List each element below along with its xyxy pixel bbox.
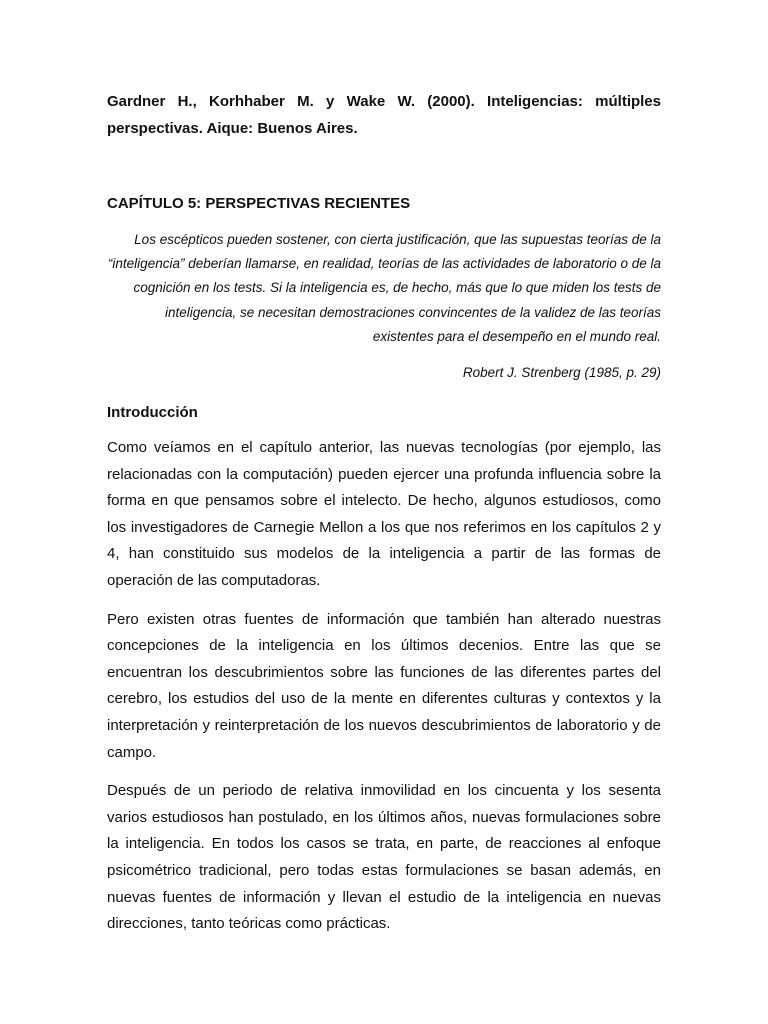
document-page	[107, 88, 661, 938]
paragraph-2: Pero existen otras fuentes de información que también han alterado nuestras concepciones de la inteligencia en los últimos decenios. Entre las que se encuentran los descubrimientos sobre las funciones de las diferentes partes del cerebro, los estudios del uso de la mente en diferentes culturas y contextos y la interpretación y reinterpretación de los nuevos descubrimientos de laboratorio y de campo.	[107, 610, 661, 761]
epigraph-quote: Los escépticos pueden sostener, con cierta justificación, que las supuestas teorías de la “inteligencia” deberían llamarse, en realidad, teorías de las actividades de laboratorio o de la cognición en los tests. Si la inteligencia es, de hecho, más que lo que miden los tests de inteligencia, se necesitan demostraciones convincentes de la validez de las teorías existentes para el desempeño en el mundo real.	[107, 232, 661, 344]
section-title: Introducción	[107, 404, 198, 422]
paragraph-3: Después de un periodo de relativa inmovilidad en los cincuenta y los sesenta varios estudiosos han postulado, en los últimos años, nuevas formulaciones sobre la inteligencia. En todos los casos se trata, en parte, de reacciones al enfoque psicométrico tradicional, pero todas estas formulaciones se basan además, en nuevas fuentes de información y llevan el estudio de la inteligencia en nuevas direcciones, tanto teóricas como prácticas.	[107, 782, 661, 933]
chapter-title: CAPÍTULO 5: PERSPECTIVAS RECIENTES	[107, 195, 411, 212]
paragraph-1: Como veíamos en el capítulo anterior, las nuevas tecnologías (por ejemplo, las relacionadas con la computación) pueden ejercer una profunda influencia sobre la forma en que pensamos sobre el intelecto. De hecho, algunos estudiosos, como los investigadores de Carnegie Mellon a los que nos referimos en los capítulos 2 y 4, han constituido sus modelos de la inteligencia a partir de las formas de operación de las computadoras.	[107, 439, 661, 589]
epigraph-author: Robert J. Strenberg (1985, p. 29)	[462, 365, 661, 381]
bibliographic-reference: Gardner H., Korhhaber M. y Wake W. (2000). Inteligencias: múltiples perspectivas. Aique: Buenos Aires.	[107, 93, 661, 137]
